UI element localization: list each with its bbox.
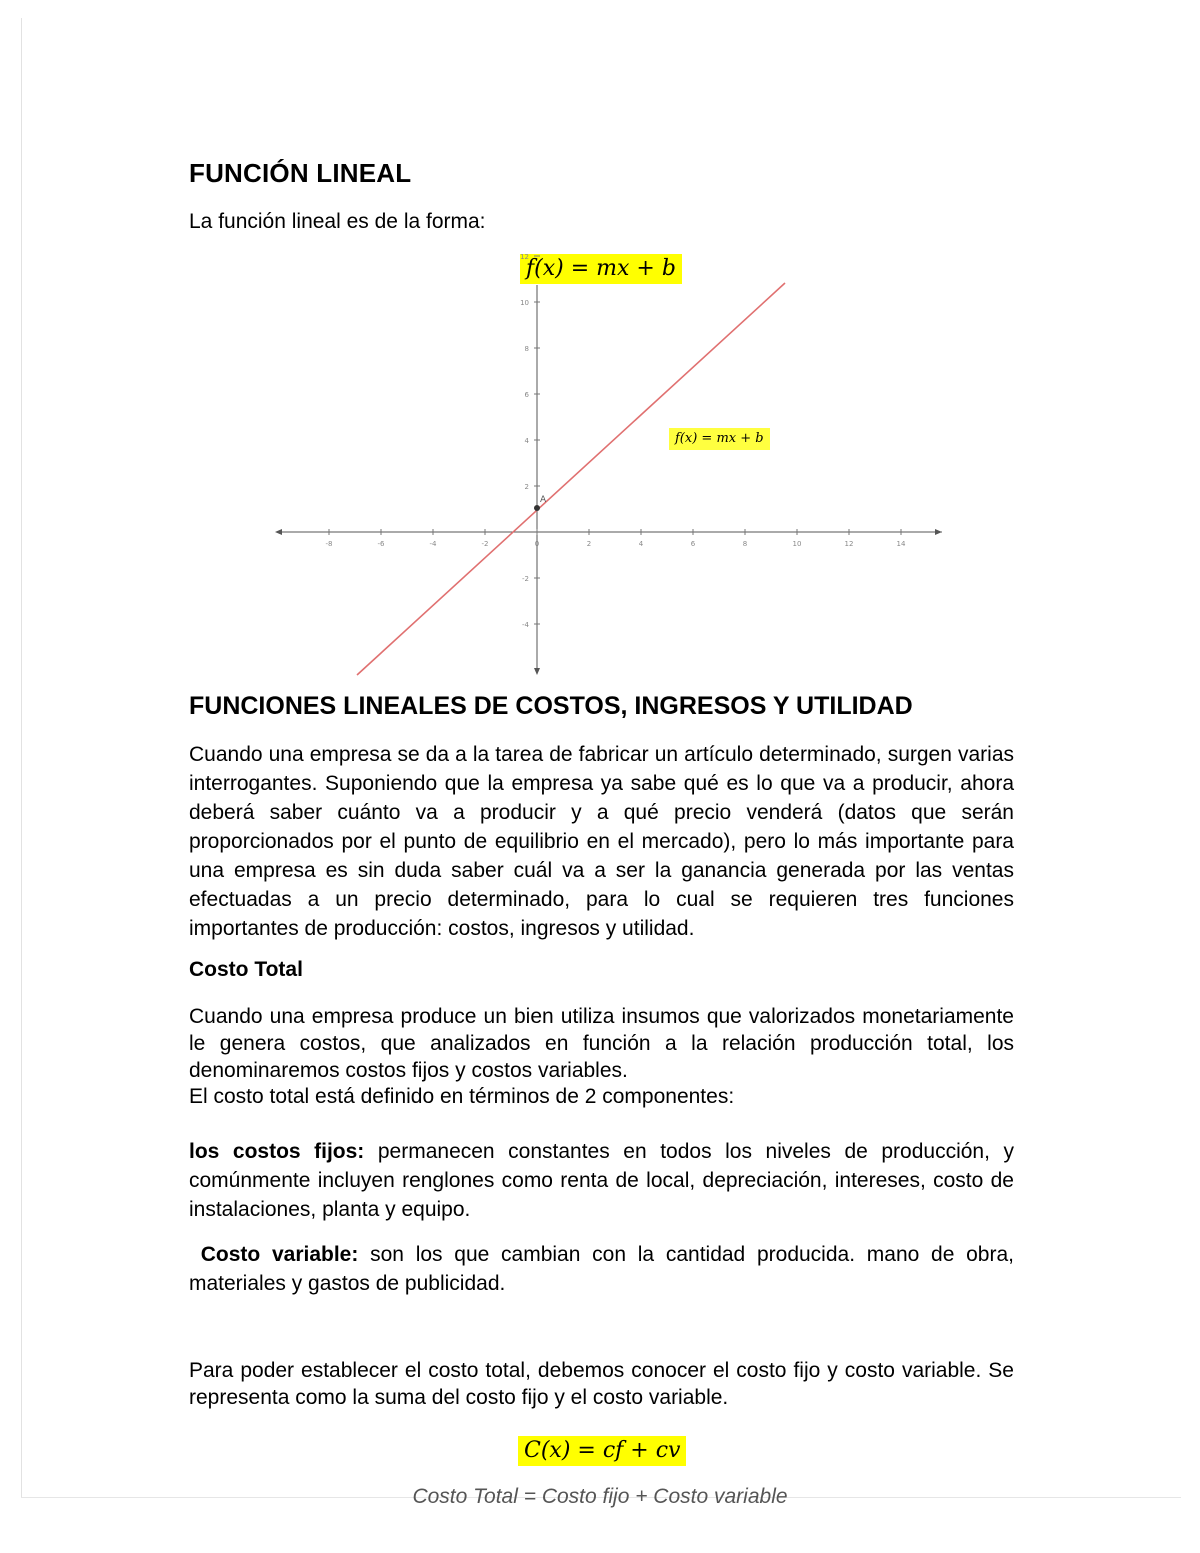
y-intercept-point xyxy=(534,505,540,511)
y-tick-label: 12 xyxy=(520,253,529,261)
y-tick-label: 4 xyxy=(524,437,529,445)
paragraph-components: El costo total está definido en términos de 2 componentes: xyxy=(189,1085,735,1108)
y-tick-label: -2 xyxy=(522,575,529,583)
x-tick-label: 14 xyxy=(896,540,906,548)
footer-partial-text: Costo Total = Costo fijo + Costo variable xyxy=(412,1485,788,1508)
y-tick-label: 8 xyxy=(524,345,529,353)
paragraph-variable-costs xyxy=(189,1240,1014,1298)
variable-costs-label: Costo variable: xyxy=(200,1243,359,1266)
x-tick-label: -4 xyxy=(429,540,437,548)
x-tick-label: -8 xyxy=(325,540,333,548)
y-tick-label: 6 xyxy=(524,391,529,399)
y-axis-arrow xyxy=(534,668,540,675)
page-title: FUNCIÓN LINEAL xyxy=(189,158,412,188)
paragraph-total-cost: Para poder establecer el costo total, debemos conocer el costo fijo y costo variable. Se representa como la suma del costo fijo y el costo variable. xyxy=(189,1359,1014,1409)
x-tick-label: 0 xyxy=(534,540,540,548)
x-tick-label: 8 xyxy=(742,540,748,548)
graph-formula-label: f(x) = mx + b xyxy=(669,428,770,450)
y-tick-label: -4 xyxy=(522,621,529,629)
variable-costs-text: son los que cambian con la cantidad producida. mano de obra, materiales y gastos de publicidad. xyxy=(189,1243,1014,1295)
point-label: A xyxy=(540,495,547,505)
x-tick-label: -6 xyxy=(377,540,385,548)
paragraph-intro: Cuando una empresa se da a la tarea de fabricar un artículo determinado, surgen varias interrogantes. Suponiendo que la empresa ya sabe qué es lo que va a producir, ahora deberá saber cuánto va a producir y a qué precio venderá (datos que serán proporcionados por el punto de equilibrio en el mercado), pero lo más importante para una empresa es sin duda saber cuál va a ser la ganancia generada por las ventas efectuadas a un precio determinado, para lo cual se requieren tres funciones importantes de producción: costos, ingresos y utilidad. xyxy=(189,743,1014,940)
paragraph-fixed-costs xyxy=(189,1137,1014,1224)
fixed-costs-label: los costos fijos: xyxy=(189,1140,365,1163)
y-tick-label: 2 xyxy=(524,483,529,491)
linear-function-line xyxy=(357,283,785,675)
x-tick-label: 2 xyxy=(586,540,592,548)
paragraph-costo-total: Cuando una empresa produce un bien utiliza insumos que valorizados monetariamente le genera costos, que analizados en función a la relación producción total, los denominaremos costos fijos y costos variables. xyxy=(189,1005,1014,1082)
cost-formula: C(x) = cf + cv xyxy=(518,1436,686,1466)
fixed-costs-text: permanecen constantes en todos los niveles de producción, y comúnmente incluyen renglones como renta de local, depreciación, intereses, costo de instalaciones, planta y equipo. xyxy=(189,1140,1015,1221)
x-tick-label: -2 xyxy=(481,540,489,548)
x-tick-label: 6 xyxy=(690,540,696,548)
x-axis-arrow xyxy=(935,529,942,535)
linear-formula: f(x) = mx + b xyxy=(520,254,682,284)
x-axis-arrow-left xyxy=(275,529,282,535)
x-tick-label: 12 xyxy=(844,540,854,548)
section-title: FUNCIONES LINEALES DE COSTOS, INGRESOS Y UTILIDAD xyxy=(189,692,913,720)
graph-axes xyxy=(275,285,942,675)
page-margin-line xyxy=(21,18,22,1498)
intro-text: La función lineal es de la forma: xyxy=(189,210,486,233)
graph-ticks xyxy=(326,253,906,629)
x-tick-label: 10 xyxy=(792,540,802,548)
subtitle-costo-total: Costo Total xyxy=(189,958,303,981)
x-tick-label: 4 xyxy=(638,540,644,548)
y-tick-label: 10 xyxy=(520,299,529,307)
